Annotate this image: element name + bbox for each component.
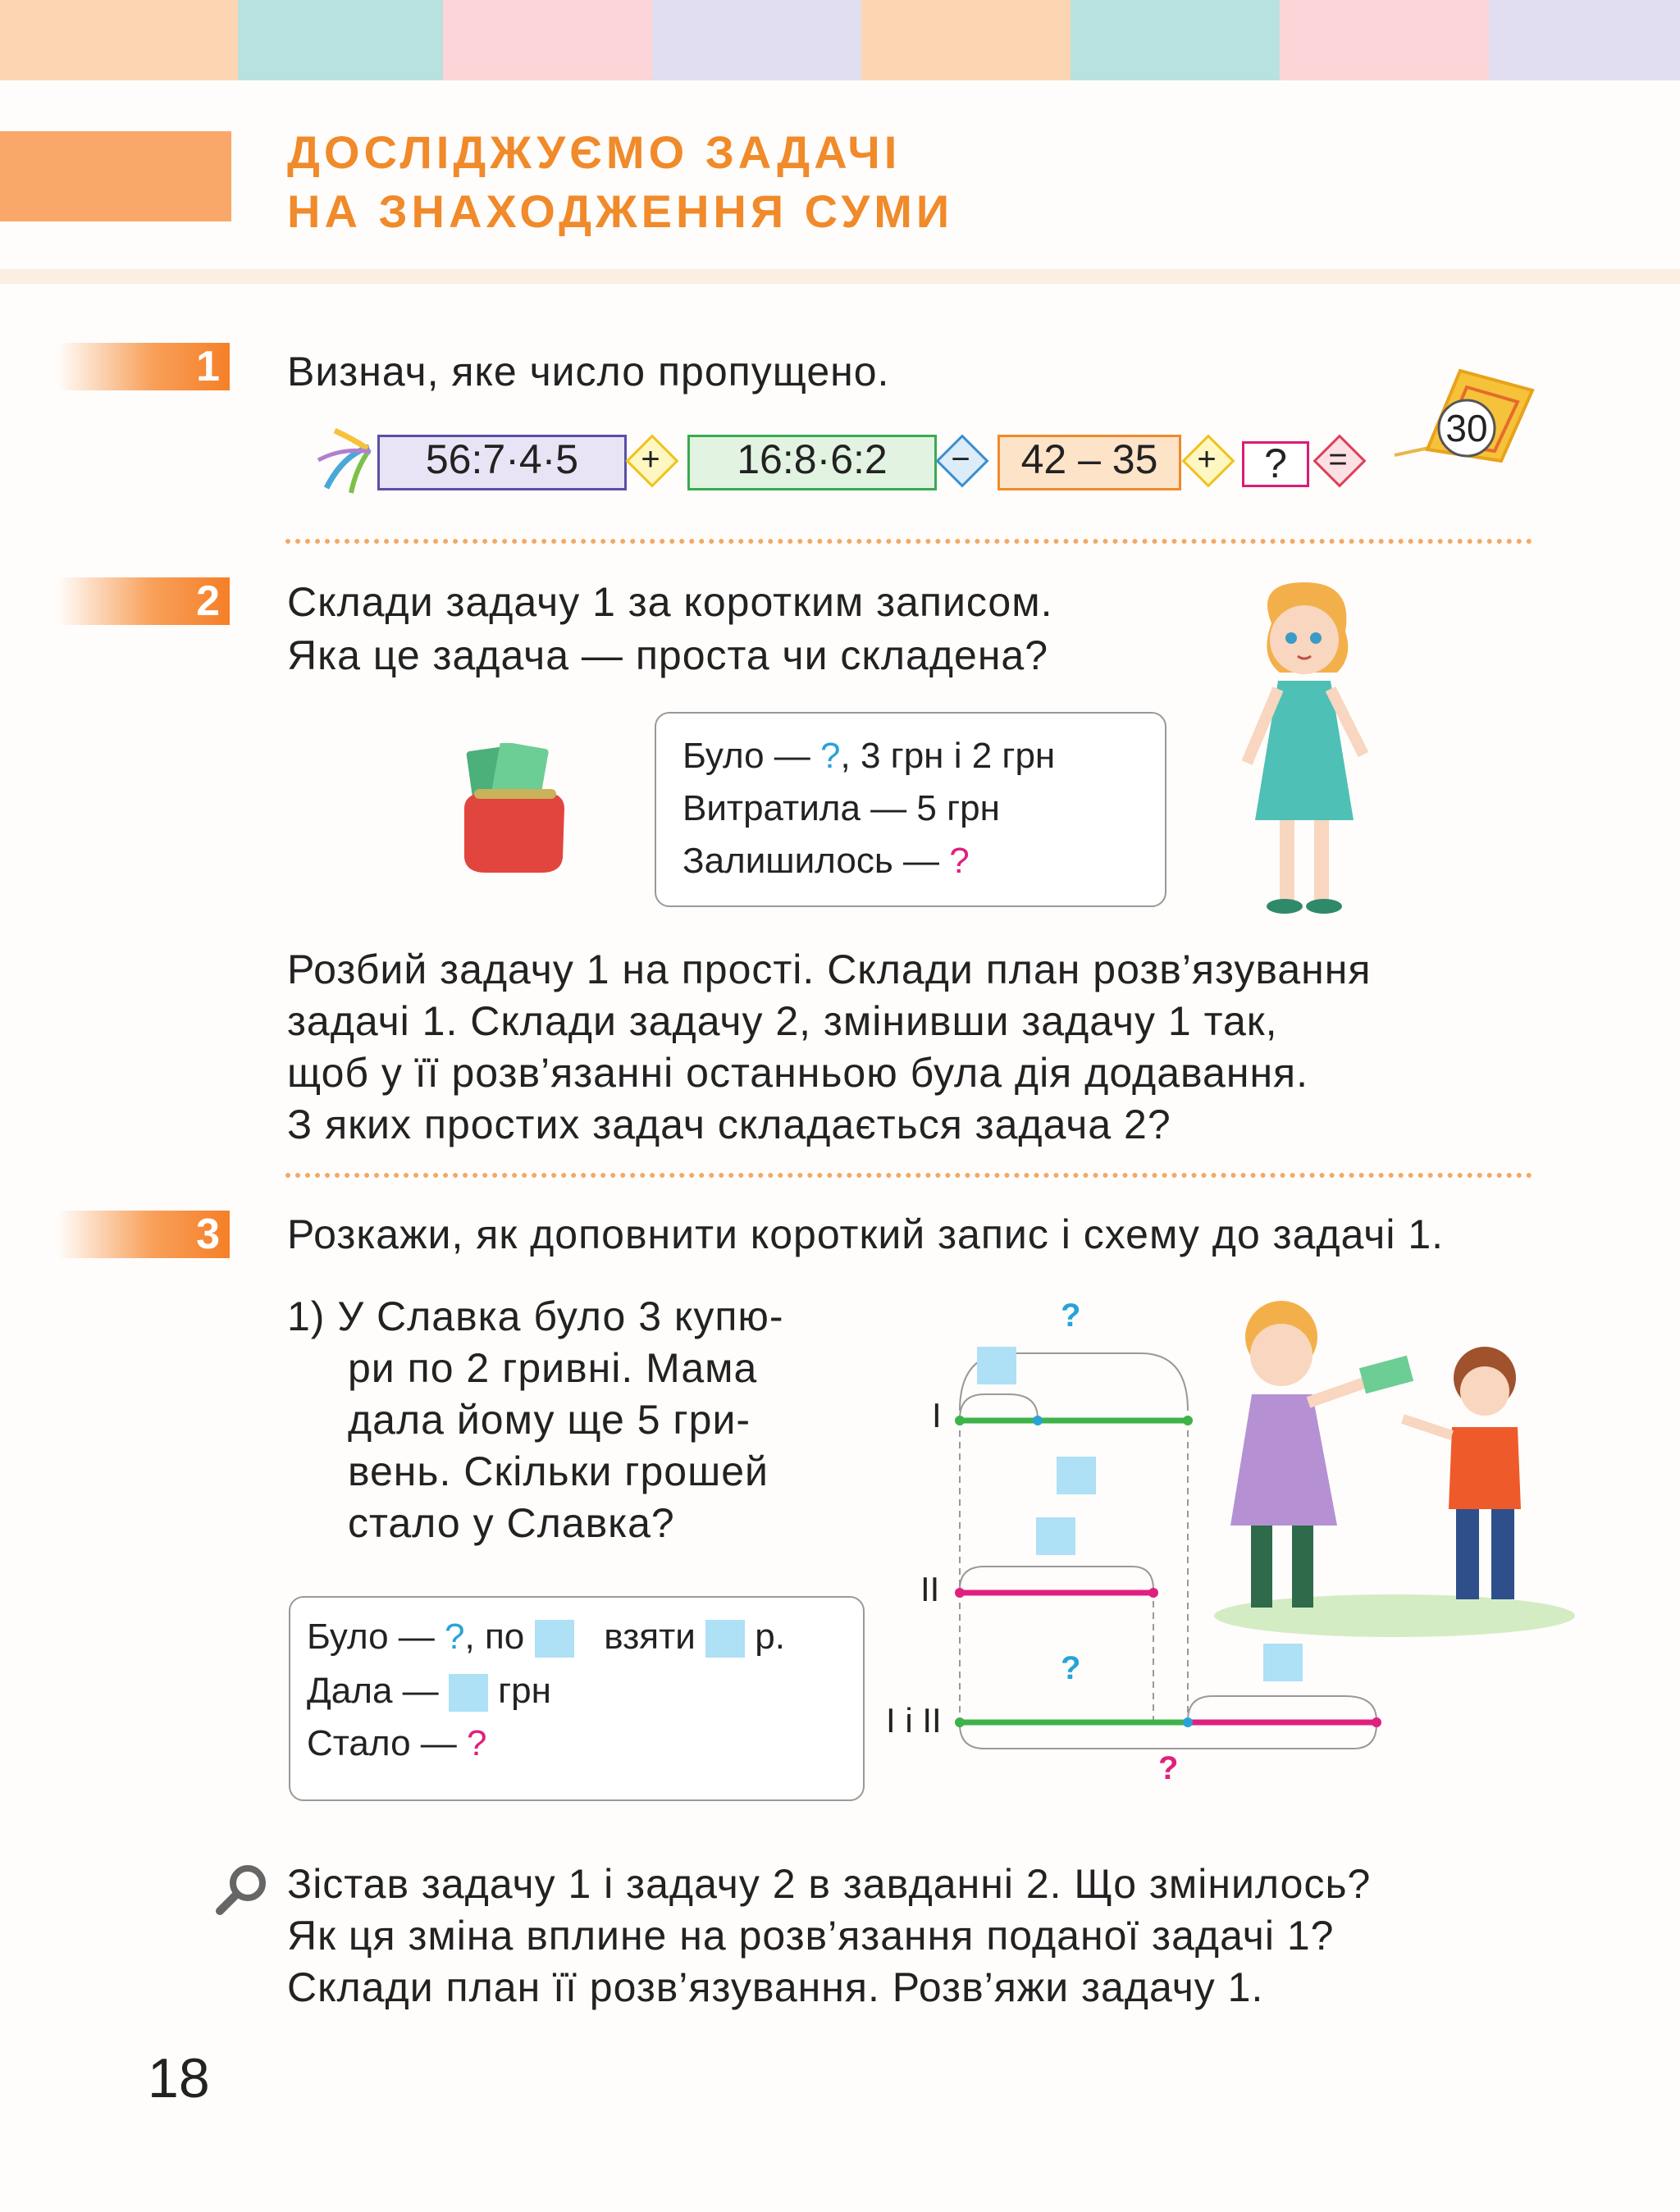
magnifier-icon	[215, 1862, 269, 1916]
task2-line: Склади задачу 1 за коротким записом.	[287, 579, 1053, 625]
girl-illustration	[1222, 574, 1386, 927]
dotted-divider	[285, 539, 1532, 544]
problem-line: дала йому ще 5 гри-	[348, 1397, 751, 1443]
question-mark: ?	[1061, 1650, 1081, 1686]
mother-and-boy-illustration	[1206, 1279, 1575, 1640]
question-mark: ?	[467, 1723, 487, 1763]
header-tab	[0, 131, 231, 221]
task3-intro: Розкажи, як доповнити короткий запис і схему до задачі 1.	[287, 1211, 1445, 1257]
expression-box: 16:8·6:2	[687, 435, 937, 490]
paragraph-line: З яких простих задач складається задача 2?	[287, 1101, 1171, 1147]
paragraph-line: Розбий задачу 1 на прості. Склади план розв’язування	[287, 946, 1372, 992]
question-mark: ?	[949, 841, 970, 881]
question-mark: ?	[1158, 1750, 1179, 1786]
operator-plus: +	[1197, 441, 1217, 477]
short-note-card	[655, 712, 1166, 907]
explore-line: Склади план її розв’язування. Розв’яжи задачу 1.	[287, 1964, 1264, 2010]
segment-label: I	[932, 1396, 942, 1434]
note-line: Було — ?, 3 грн і 2 грн	[682, 736, 1056, 776]
note-line: Залишилось — ?	[682, 841, 970, 881]
paragraph-line: щоб у її розв’язанні останньою була дія додавання.	[287, 1050, 1309, 1096]
question-mark: ?	[820, 736, 841, 776]
stripe	[1280, 0, 1489, 80]
problem-line: ри по 2 гривні. Мама	[348, 1345, 758, 1391]
blank-box	[449, 1674, 488, 1712]
note-line: Було — ?, по взяти р.	[307, 1617, 785, 1657]
stripe	[0, 0, 238, 80]
explore-line: Зістав задачу 1 і задачу 2 в завданні 2. Що змінилось?	[287, 1861, 1372, 1907]
explore-line: Як ця зміна вплине на розв’язання поданої задачі 1?	[287, 1913, 1335, 1959]
page-title	[287, 123, 953, 241]
task-number: 2	[57, 577, 230, 625]
segment-label: II	[920, 1570, 940, 1608]
dotted-divider	[285, 1173, 1532, 1178]
stripe	[861, 0, 1071, 80]
segment-label: I і II	[886, 1701, 942, 1740]
note-line: Стало — ?	[307, 1723, 487, 1763]
operator-equals: =	[1328, 441, 1348, 477]
title-line: ДОСЛІДЖУЄМО ЗАДАЧІ	[287, 126, 902, 178]
stripe	[443, 0, 652, 80]
short-note-card	[289, 1596, 865, 1801]
stripe	[1071, 0, 1280, 80]
header-rule	[0, 269, 1680, 284]
title-line: НА ЗНАХОДЖЕННЯ СУМИ	[287, 185, 954, 237]
wallet-icon	[456, 743, 571, 874]
kite-result: 30	[1445, 407, 1488, 449]
page-number: 18	[148, 2047, 210, 2109]
stripe	[238, 0, 443, 80]
question-mark: ?	[1061, 1298, 1081, 1334]
expression-box: 42 – 35	[998, 435, 1181, 490]
stripe	[652, 0, 861, 80]
blank-box	[535, 1620, 574, 1658]
paragraph-line: задачі 1. Склади задачу 2, змінивши задачу 1 так,	[287, 998, 1278, 1044]
problem-line: стало у Славка?	[348, 1500, 675, 1546]
blank-box	[705, 1620, 745, 1658]
operator-minus: −	[951, 441, 970, 477]
kite-tail-icon	[310, 422, 384, 496]
operator-plus: +	[641, 441, 660, 477]
task-number: 1	[57, 343, 230, 390]
task1-text: Визнач, яке число пропущено.	[287, 349, 890, 395]
problem-line: 1) У Славка було 3 купю-	[287, 1293, 784, 1339]
task2-line: Яка це задача — проста чи складена?	[287, 632, 1049, 678]
note-line: Витратила — 5 грн	[682, 788, 1000, 828]
note-line: Дала — грн	[307, 1671, 551, 1711]
question-mark: ?	[445, 1617, 465, 1657]
expression-box: 56:7·4·5	[377, 435, 627, 490]
stripe	[1489, 0, 1680, 80]
task-number: 3	[57, 1211, 230, 1258]
problem-line: вень. Скільки грошей	[348, 1448, 769, 1494]
unknown-box: ?	[1242, 441, 1309, 487]
